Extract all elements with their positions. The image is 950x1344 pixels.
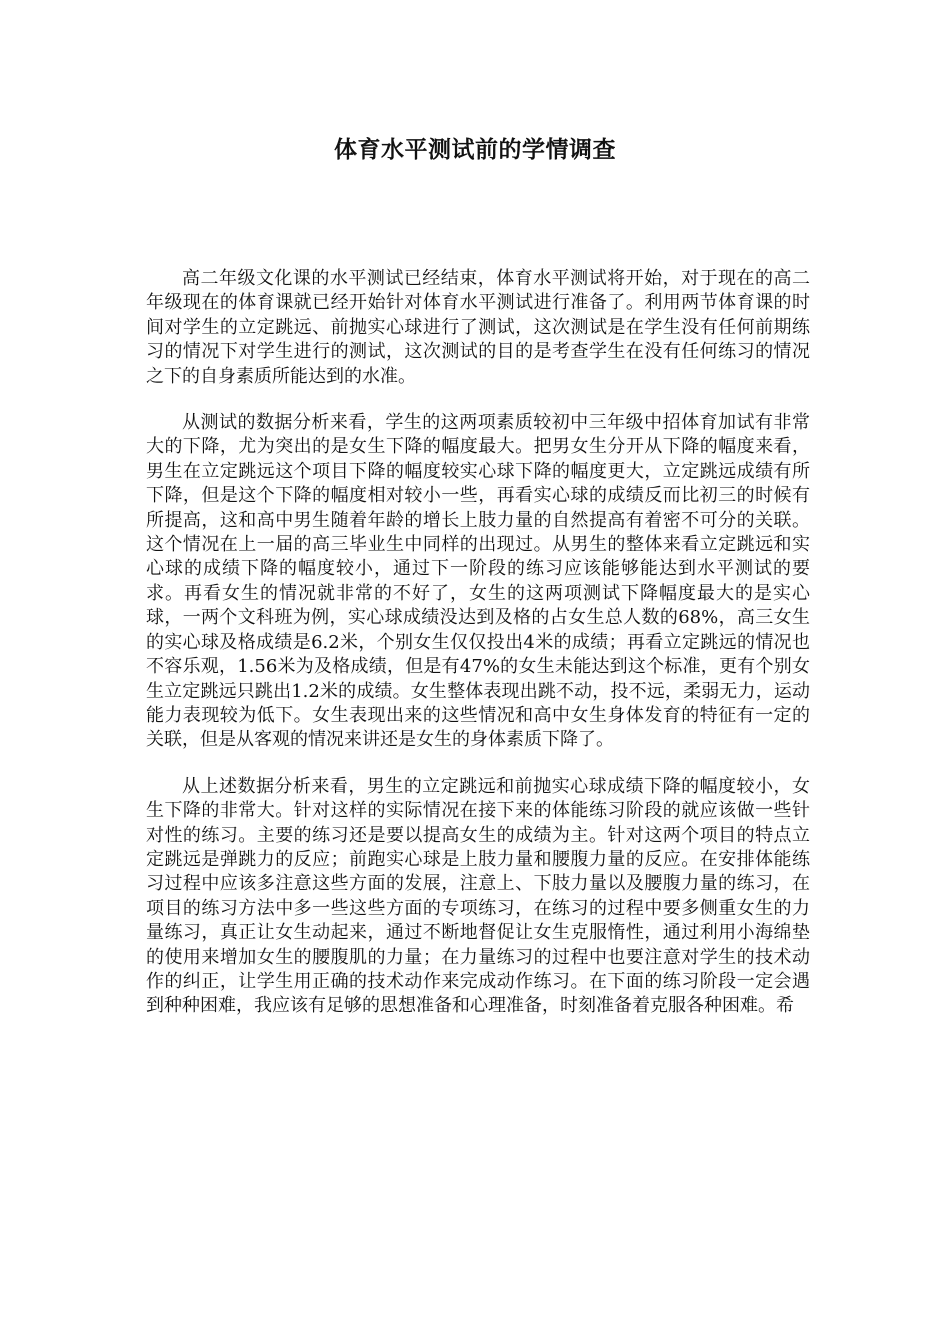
document-title: 体育水平测试前的学情调查 xyxy=(334,137,616,163)
paragraph-3: 从上述数据分析来看，男生的立定跳远和前抛实心球成绩下降的幅度较小，女生下降的非常大。针对这样的实际情况在接下来的体能练习阶段的就应该做一些针对性的练习。主要的练习还是要以提高女生的成绩为主。针对这两个项目的特点立定跳远是弹跳力的反应；前跑实心球是上肢力量和腰腹力量的反应。在安排体能练习过程中应该多注意这些方面的发展，注意上、下肢力量以及腰腹力量的练习，在项目的练习方法中多一些这些方面的专项练习，在练习的过程中要多侧重女生的力量练习，真正让女生动起来，通过不断地督促让女生克服惰性，通过利用小海绵垫的使用来增加女生的腰腹肌的力量；在力量练习的过程中也要注意对学生的技术动作的纠正，让学生用正确的技术动作来完成动作练习。在下面的练习阶段一定会遇到种种困难，我应该有足够的思想准备和心理准备，时刻准备着克服各种困难。希 xyxy=(146,775,810,1017)
paragraph-2: 从测试的数据分析来看，学生的这两项素质较初中三年级中招体育加试有非常大的下降，尤为突出的是女生下降的幅度最大。把男女生分开从下降的幅度来看，男生在立定跳远这个项目下降的幅度较实心球下降的幅度更大，立定跳远成绩有所下降，但是这个下降的幅度相对较小一些，再看实心球的成绩反而比初三的时候有所提高，这和高中男生随着年龄的增长上肢力量的自然提高有着密不可分的关联。这个情况在上一届的高三毕业生中同样的出现过。从男生的整体来看立定跳远和实心球的成绩下降的幅度较小，通过下一阶段的练习应该能够能达到水平测试的要求。再看女生的情况就非常的不好了，女生的这两项测试下降幅度最大的是实心球，一两个文科班为例，实心球成绩没达到及格的占女生总人数的68%，高三女生的实心球及格成绩是6.2米，个别女生仅仅投出4米的成绩；再看立定跳远的情况也不容乐观，1.56米为及格成绩，但是有47%的女生未能达到这个标准，更有个别女生立定跳远只跳出1.2米的成绩。女生整体表现出跳不动，投不远，柔弱无力，运动能力表现较为低下。女生表现出来的这些情况和高中女生身体发育的特征有一定的关联，但是从客观的情况来讲还是女生的身体素质下降了。 xyxy=(146,412,810,751)
paragraph-1: 高二年级文化课的水平测试已经结束，体育水平测试将开始，对于现在的高二年级现在的体育课就已经开始针对体育水平测试进行准备了。利用两节体育课的时间对学生的立定跳远、前抛实心球进行了测试，这次测试是在学生没有任何前期练习的情况下对学生进行的测试，这次测试的目的是考查学生在没有任何练习的情况之下的自身素质所能达到的水准。 xyxy=(146,268,810,387)
document-body xyxy=(146,267,810,1041)
